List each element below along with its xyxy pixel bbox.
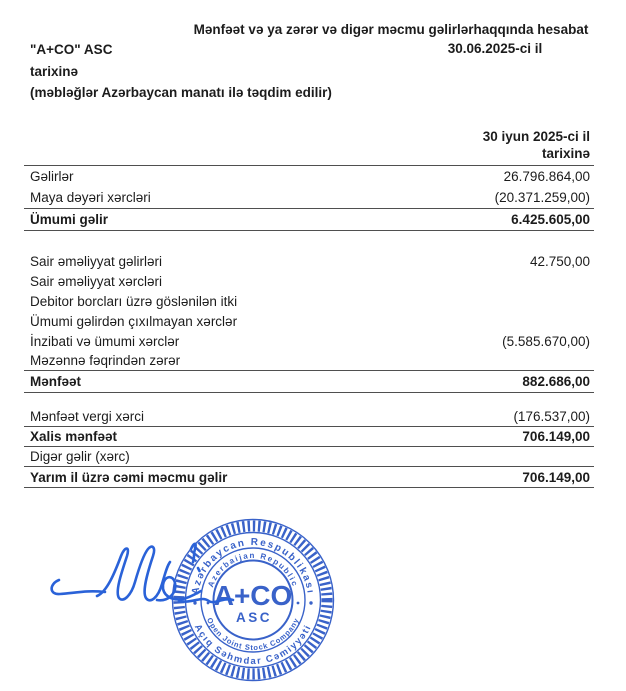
row-label: Xalis mənfəət (30, 429, 118, 444)
row-label: Gəlirlər (30, 169, 74, 184)
column-header (24, 129, 594, 166)
income-statement-table (24, 129, 594, 488)
table-row-admin-general-expenses (24, 331, 594, 351)
company-block (30, 39, 332, 104)
handwritten-signature (45, 538, 235, 633)
row-label: Digər gəlir (xərc) (30, 449, 130, 464)
column-header-line1: 30 iyun 2025-ci il (482, 129, 590, 144)
seal-text-inner-top: Azerbaijan Republic (206, 550, 300, 589)
report-title: Mənfəət və ya zərər və digər məcmu gəlirlərhaqqında hesabat (193, 22, 589, 37)
row-label: Ümumi gəlirdən çıxılmayan xərclər (30, 313, 238, 329)
row-label: İnzibati və ümumi xərclər (30, 333, 180, 349)
signature-stroke (52, 580, 105, 594)
seal-text-outer-top: Azərbaycan Respublikası (190, 536, 316, 596)
table-row-other-operating-expenses (24, 271, 594, 291)
signature-stroke (198, 568, 200, 571)
row-value: 26.796.864,00 (503, 169, 590, 184)
report-date: 30.06.2025-ci il (447, 41, 543, 56)
seal-dot (309, 601, 312, 604)
seal-center-subtitle: ASC (235, 610, 273, 625)
currency-note: (məbləğlər Azərbaycan manatı ilə təqdim edilir) (30, 85, 332, 100)
row-label: Sair əməliyyat gəlirləri (30, 253, 163, 269)
row-label: Mənfəət vergi xərci (30, 409, 145, 424)
table-row-cost-of-sales (24, 187, 594, 209)
table-row-total-comprehensive-income (24, 467, 594, 488)
signature-stroke (191, 544, 196, 562)
seal-center-monogram: A+CO (213, 580, 293, 611)
company-name: "A+CO" ASC (30, 42, 113, 57)
row-value: 706.149,00 (522, 469, 590, 485)
row-label: Maya dəyəri xərcləri (30, 190, 151, 205)
row-value: 6.425.605,00 (511, 212, 590, 227)
row-value: (176.537,00) (513, 409, 590, 424)
company-line2: tarixinə (30, 63, 79, 79)
signature-stroke (179, 599, 233, 602)
seal-text-outer-bottom: Açıq Səhmdar Cəmiyyəti (191, 622, 315, 668)
row-label: Mənfəət (30, 374, 82, 389)
table-row-other-operating-income (24, 251, 594, 271)
table-row-other-income-expense (24, 447, 594, 467)
row-label: Yarım il üzrə cəmi məcmu gəlir (30, 469, 228, 485)
column-header-line2: tarixinə (541, 145, 590, 161)
signature-stroke (97, 547, 170, 601)
row-value: 882.686,00 (522, 374, 590, 389)
seal-dot (297, 602, 300, 605)
table-row-exchange-rate-loss (24, 351, 594, 371)
row-label: Sair əməliyyat xərcləri (30, 273, 163, 289)
row-value: 706.149,00 (522, 429, 590, 444)
seal-text-inner-bottom: Open Joint Stock Company (204, 616, 302, 653)
table-row-nondeductible-expenses (24, 311, 594, 331)
row-value: (5.585.670,00) (502, 333, 590, 349)
section-spacer (24, 393, 594, 407)
row-label: Ümumi gəlir (30, 212, 109, 227)
signature-stroke (157, 577, 201, 600)
table-row-revenue (24, 166, 594, 187)
table-row-profit (24, 371, 594, 393)
row-value: 42.750,00 (529, 253, 590, 269)
table-row-receivables-expected-loss (24, 291, 594, 311)
table-row-profit-tax-expense (24, 407, 594, 427)
table-row-gross-profit (24, 209, 594, 231)
row-label: Məzənnə fəqrindən zərər (30, 353, 181, 368)
row-label: Debitor borcları üzrə göslənilən itki (30, 293, 238, 309)
section-spacer (24, 231, 594, 251)
table-row-net-profit (24, 427, 594, 447)
row-value: (20.371.259,00) (494, 190, 590, 205)
